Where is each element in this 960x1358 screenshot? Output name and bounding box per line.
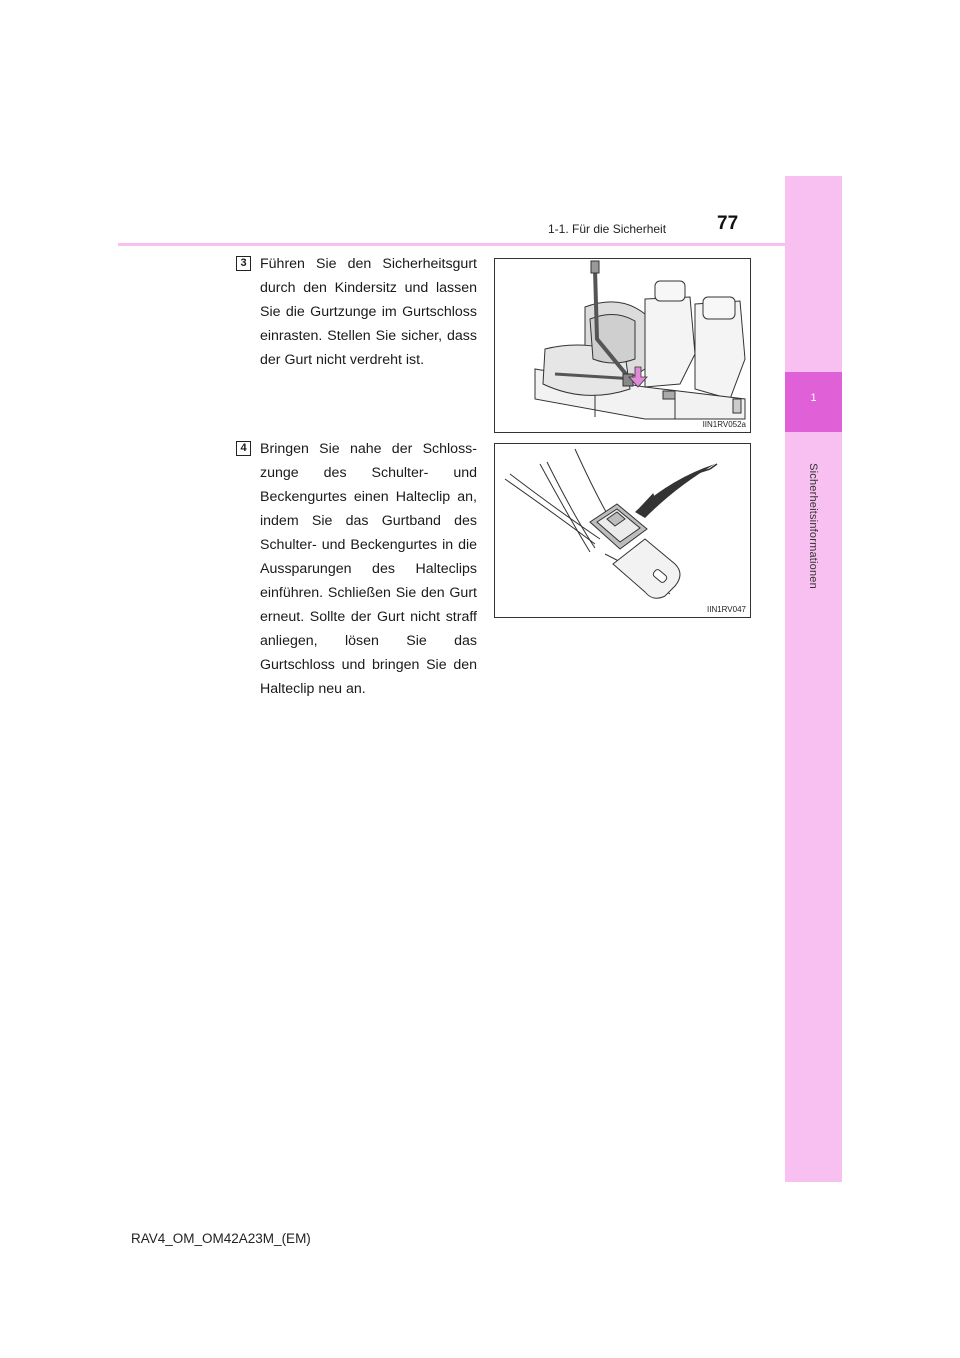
child-seat-belt-illustration [494,258,751,433]
page-number: 77 [717,213,739,234]
locking-clip-illustration [494,443,751,618]
step-number-4: 4 [236,441,251,456]
section-title: 1-1. Für die Sicherheit [548,222,667,236]
document-code: RAV4_OM_OM42A23M_(EM) [131,1231,311,1246]
chapter-side-tab [785,176,842,1182]
header-rule [118,243,842,246]
chapter-number: 1 [810,392,817,404]
step-text-4: Bringen Sie nahe der Schlosszunge des Schulter- und Beckengurtes einen Halteclip an, indem Sie das Gurtband des Schulter- und Beckengurtes in die Aussparungen des Halteclips einführen. Schließen Sie den Gurt erneut. Sollte der Gurt nicht straff anliegen, lösen Sie das Gurtschloss und bringen Sie den Halteclip neu an. [260,441,477,697]
step-text-3: Führen Sie den Sicherheitsgurt durch den Kindersitz und lassen Sie die Gurtzunge im Gurtschloss einrasten. Stellen Sie sicher, dass der Gurt nicht verdreht ist. [260,256,477,368]
figure-code: IIN1RV047 [707,605,746,614]
locking-clip-diagram [495,444,750,617]
child-seat-diagram [495,259,750,432]
pointer-arrow-icon [635,464,715,518]
figure-code: IIN1RV052a [702,420,746,429]
chapter-label: Sicherheitsinformationen [807,463,819,589]
step-number-3: 3 [236,256,251,271]
